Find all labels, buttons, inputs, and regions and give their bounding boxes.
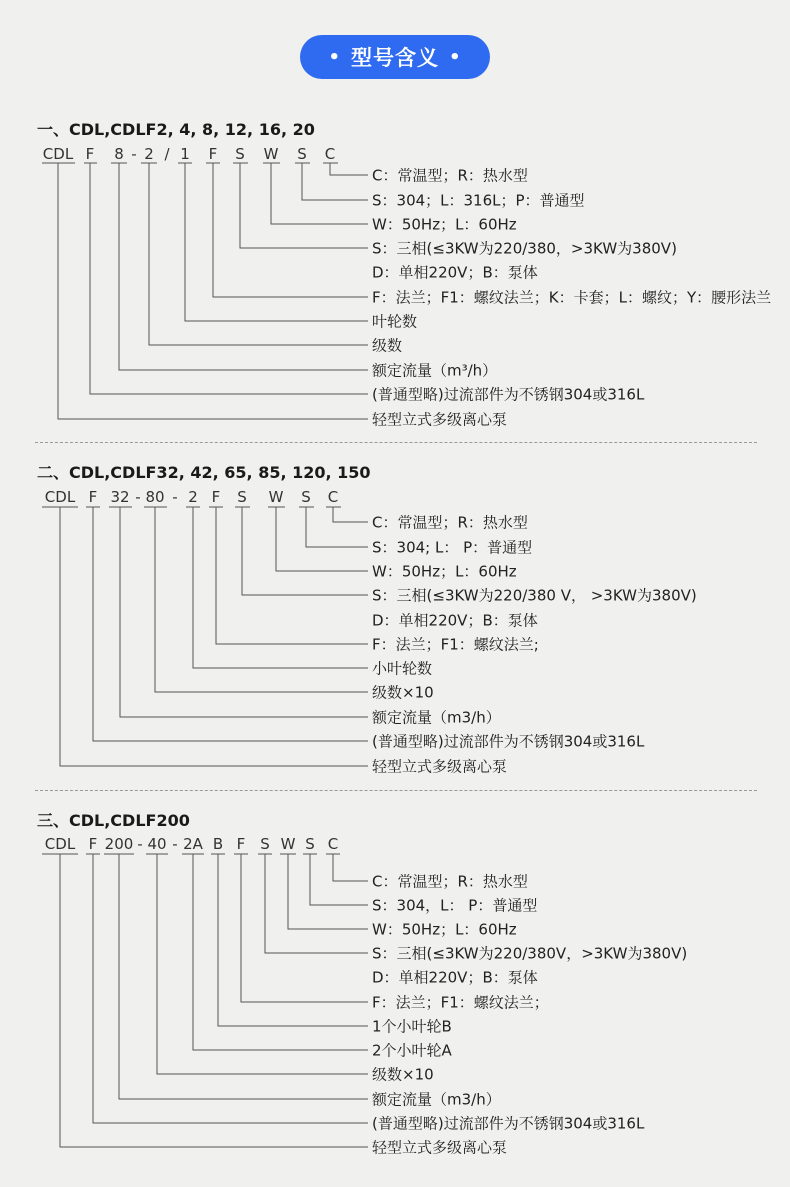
model-description: 1个小叶轮B — [372, 1017, 452, 1036]
code-token: S — [297, 145, 307, 163]
code-token: CDL — [42, 145, 74, 163]
code-token: C — [327, 835, 339, 853]
model-description: S：304；L：316L；P：普通型 — [372, 191, 585, 210]
model-description: W：50Hz；L：60Hz — [372, 215, 517, 234]
code-token: CDL — [44, 488, 76, 506]
section-3-title: 三、CDL,CDLF200 — [37, 811, 190, 830]
code-token: 2A — [183, 835, 203, 853]
model-description: S：304; L： P：普通型 — [372, 538, 533, 557]
code-token: F — [85, 145, 95, 163]
code-token: 2 — [144, 145, 154, 163]
code-token: F — [88, 488, 98, 506]
model-description: W：50Hz；L：60Hz — [372, 562, 517, 581]
model-description: 级数×10 — [372, 683, 434, 702]
code-token: - — [172, 488, 178, 506]
model-description: C：常温型；R：热水型 — [372, 872, 528, 891]
code-token: - — [131, 145, 137, 163]
model-description: S：三相(≤3KW为220/380，>3KW为380V) — [372, 239, 677, 258]
code-token: W — [280, 835, 296, 853]
code-token: F — [236, 835, 246, 853]
bullet-dot-icon: • — [328, 46, 341, 68]
code-token: S — [301, 488, 311, 506]
bullet-dot-icon: • — [449, 46, 462, 68]
model-description: 额定流量（m3/h） — [372, 1090, 501, 1109]
code-token: S — [237, 488, 247, 506]
model-description: 轻型立式多级离心泵 — [372, 1138, 508, 1157]
model-description: (普通型略)过流部件为不锈钢304或316L — [372, 1114, 645, 1133]
code-token: C — [327, 488, 339, 506]
model-description: (普通型略)过流部件为不锈钢304或316L — [372, 732, 645, 751]
model-description: 额定流量（m³/h） — [372, 361, 498, 380]
code-token: - — [172, 835, 178, 853]
model-description: D：单相220V；B：泵体 — [372, 611, 538, 630]
model-description: S：三相(≤3KW为220/380 V， >3KW为380V) — [372, 586, 697, 605]
model-description: D：单相220V；B：泵体 — [372, 263, 538, 282]
model-description: 2个小叶轮A — [372, 1041, 452, 1060]
code-token: C — [324, 145, 336, 163]
code-token: / — [164, 145, 170, 163]
code-token: 40 — [147, 835, 167, 853]
model-description: 小叶轮数 — [372, 659, 433, 678]
model-description: S：三相(≤3KW为220/380V，>3KW为380V) — [372, 944, 688, 963]
model-description: 额定流量（m3/h） — [372, 708, 501, 727]
code-token: W — [268, 488, 284, 506]
code-token: S — [305, 835, 315, 853]
code-token: F — [211, 488, 221, 506]
code-token: - — [135, 488, 141, 506]
code-token: CDL — [44, 835, 76, 853]
code-token: B — [212, 835, 224, 853]
model-description: 级数 — [372, 336, 403, 355]
model-description: S：304，L： P：普通型 — [372, 896, 538, 915]
code-token: 8 — [114, 145, 124, 163]
code-token: 2 — [188, 488, 198, 506]
code-token: 200 — [104, 835, 134, 853]
model-description: (普通型略)过流部件为不锈钢304或316L — [372, 385, 645, 404]
model-description: 轻型立式多级离心泵 — [372, 410, 508, 429]
model-description: F：法兰；F1：螺纹法兰； — [372, 993, 549, 1012]
code-token: 80 — [145, 488, 165, 506]
model-description: C：常温型；R：热水型 — [372, 513, 528, 532]
code-token: S — [260, 835, 270, 853]
model-description: F：法兰；F1：螺纹法兰；K：卡套；L：螺纹；Y：腰形法兰 — [372, 288, 772, 307]
model-description: 级数×10 — [372, 1065, 434, 1084]
model-description: F：法兰；F1：螺纹法兰; — [372, 635, 539, 654]
code-token: - — [137, 835, 143, 853]
page-title: 型号含义 — [351, 46, 439, 70]
model-description: 叶轮数 — [372, 312, 418, 331]
model-description: D：单相220V；B：泵体 — [372, 968, 538, 987]
code-token: 32 — [110, 488, 130, 506]
section-2-title: 二、CDL,CDLF32, 42, 65, 85, 120, 150 — [37, 463, 371, 482]
model-description: 轻型立式多级离心泵 — [372, 757, 508, 776]
model-description: W：50Hz；L：60Hz — [372, 920, 517, 939]
code-token: W — [263, 145, 279, 163]
code-token: F — [88, 835, 98, 853]
code-token: 1 — [180, 145, 190, 163]
section-1-title: 一、CDL,CDLF2, 4, 8, 12, 16, 20 — [37, 120, 315, 139]
code-token: F — [208, 145, 218, 163]
model-description: C：常温型；R：热水型 — [372, 166, 528, 185]
code-token: S — [235, 145, 245, 163]
